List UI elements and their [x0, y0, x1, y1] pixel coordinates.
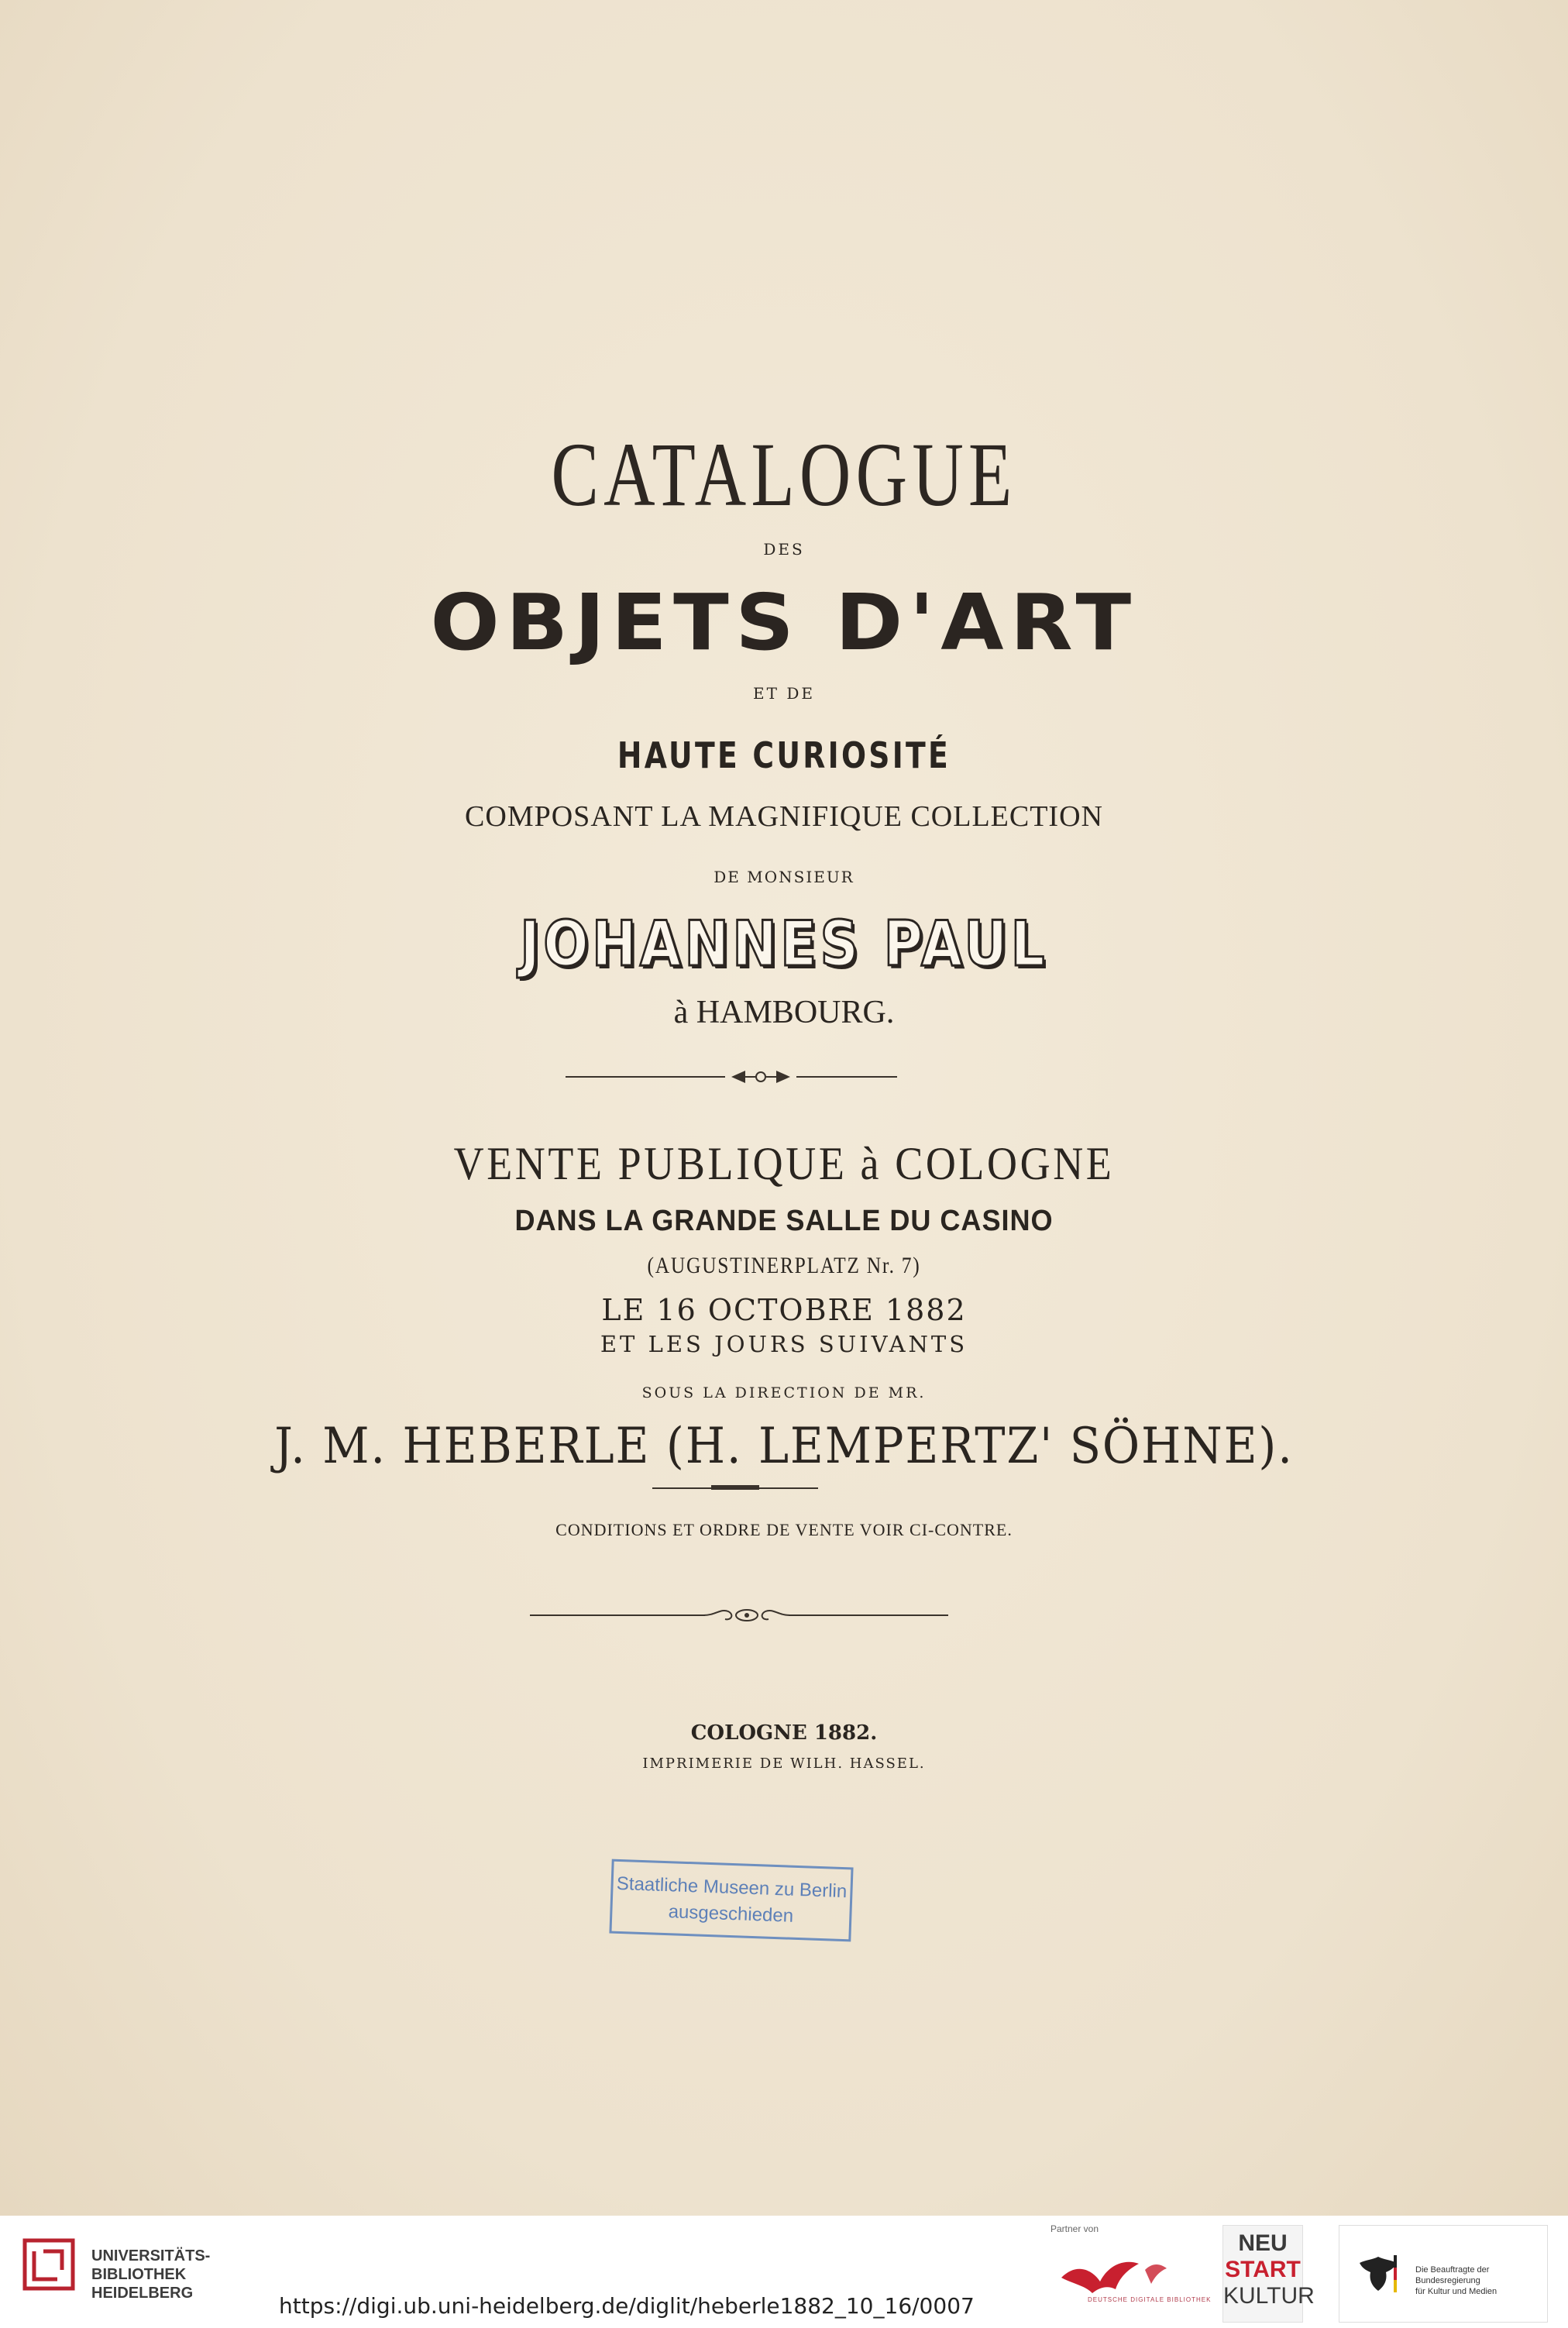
sale-following-days: ET LES JOURS SUIVANTS — [600, 1331, 968, 1357]
museum-stamp — [609, 1859, 853, 1942]
partner-label: Partner von — [1050, 2223, 1099, 2234]
divider-rule-bold — [711, 1485, 759, 1490]
auctioneer-name: J. M. HEBERLE (H. LEMPERTZ' SÖHNE). — [274, 1418, 1294, 1475]
title-catalogue: CATALOGUE — [551, 424, 1017, 525]
direction-label: SOUS LA DIRECTION DE MR. — [641, 1384, 927, 1401]
ornament-rule-left-2 — [530, 1614, 705, 1616]
ornament-rule-right — [796, 1076, 897, 1078]
imprint-printer: IMPRIMERIE DE WILH. HASSEL. — [642, 1755, 926, 1772]
subtitle-composant: COMPOSANT LA MAGNIFIQUE COLLECTION — [465, 800, 1103, 833]
sale-heading: VENTE PUBLIQUE à COLOGNE — [453, 1138, 1115, 1189]
title-haute-curiosite: HAUTE CURIOSITÉ — [617, 734, 951, 776]
collector-name: JOHANNES PAUL — [520, 908, 1048, 980]
sale-date: LE 16 OCTOBRE 1882 — [601, 1293, 967, 1327]
subtitle-de-monsieur: DE MONSIEUR — [714, 868, 854, 886]
ddb-bird-logo-icon[interactable] — [1054, 2247, 1170, 2301]
university-library-name[interactable]: UNIVERSITÄTS- BIBLIOTHEK HEIDELBERG — [91, 2247, 211, 2302]
title-objets-dart: OBJETS D'ART — [430, 577, 1138, 668]
ornament-diamond-icon — [730, 1068, 792, 1086]
viewer-footer — [0, 2216, 1568, 2328]
title-et-de: ET DE — [753, 684, 815, 703]
university-library-logo-icon[interactable] — [22, 2237, 76, 2292]
ddb-label: DEUTSCHE DIGITALE BIBLIOTHEK — [1088, 2296, 1212, 2303]
neustart-kultur-logo[interactable]: NEU START KULTUR — [1222, 2225, 1303, 2323]
ornament-rule-right-2 — [789, 1614, 948, 1616]
ornament-rule-left — [566, 1076, 725, 1078]
page-url[interactable]: https://digi.ub.uni-heidelberg.de/diglit/heberle1882_10_16/0007 — [279, 2293, 975, 2319]
sale-address: (AUGUSTINERPLATZ Nr. 7) — [647, 1253, 921, 1278]
collector-city: à HAMBOURG. — [673, 995, 895, 1030]
ornament-scroll-icon — [700, 1605, 793, 1625]
federal-eagle-icon — [1355, 2252, 1401, 2295]
conditions-note: CONDITIONS ET ORDRE DE VENTE VOIR CI-CONTRE. — [555, 1520, 1013, 1539]
stamp-line-2: ausgeschieden — [668, 1901, 794, 1927]
bkm-logo[interactable] — [1339, 2225, 1548, 2323]
title-des: DES — [763, 540, 805, 559]
sale-venue: DANS LA GRANDE SALLE DU CASINO — [514, 1205, 1054, 1237]
bkm-text: Die Beauftragte der Bundesregierung für Kultur und Medien — [1415, 2265, 1498, 2296]
stamp-line-1: Staatliche Museen zu Berlin — [616, 1872, 848, 1903]
imprint-place-year: COLOGNE 1882. — [690, 1721, 878, 1745]
